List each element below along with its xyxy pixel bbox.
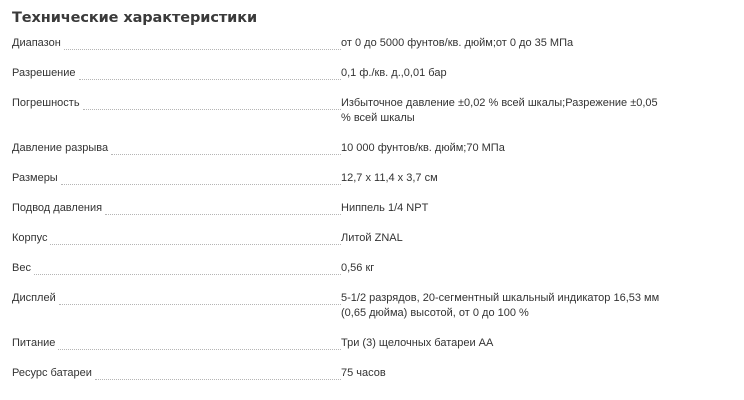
spec-label: Диапазон (12, 37, 61, 49)
dotted-leader (59, 303, 341, 305)
spec-value: Литой ZNAL (341, 232, 403, 244)
spec-row-resolution (12, 62, 732, 92)
specifications-section (12, 8, 732, 392)
dotted-leader (58, 348, 341, 350)
spec-value: 0,56 кг (341, 262, 375, 274)
spec-value: Три (3) щелочных батареи AA (341, 337, 494, 349)
specifications-list (12, 32, 732, 392)
dotted-leader (50, 243, 341, 245)
spec-label: Размеры (12, 172, 58, 184)
spec-label-cell (12, 366, 341, 381)
spec-value: 12,7 x 11,4 x 3,7 см (341, 172, 438, 184)
dotted-leader (111, 153, 341, 155)
spec-label: Подвод давления (12, 202, 103, 214)
spec-value: 5-1/2 разрядов, 20-сегментный шкальный индикатор 16,53 мм (0,65 дюйма) высотой, от 0 до 100 % (341, 292, 660, 319)
spec-value: Ниппель 1/4 NPT (341, 202, 429, 214)
dotted-leader (83, 108, 341, 110)
spec-label: Ресурс батареи (12, 367, 92, 379)
dotted-leader (34, 273, 341, 275)
spec-label: Погрешность (12, 97, 80, 109)
spec-label-cell (12, 66, 341, 81)
dotted-leader (64, 48, 341, 50)
spec-row-display (12, 287, 732, 332)
spec-value: 10 000 фунтов/кв. дюйм;70 МПа (341, 142, 505, 154)
spec-row-dimensions (12, 167, 732, 197)
spec-label-cell (12, 171, 341, 186)
spec-value: от 0 до 5000 фунтов/кв. дюйм;от 0 до 35 МПа (341, 37, 574, 49)
spec-label: Вес (12, 262, 31, 274)
spec-label-cell (12, 201, 341, 216)
spec-label: Корпус (12, 232, 48, 244)
dotted-leader (95, 378, 341, 380)
spec-label-cell (12, 141, 341, 156)
spec-label-cell (12, 261, 341, 276)
spec-row-burst-pressure (12, 137, 732, 167)
spec-row-power (12, 332, 732, 362)
specifications-title: Технические характеристики (12, 10, 258, 26)
spec-value: 0,1 ф./кв. д.,0,01 бар (341, 67, 447, 79)
spec-label-cell (12, 336, 341, 351)
spec-row-range (12, 32, 732, 62)
spec-label: Дисплей (12, 292, 56, 304)
spec-label-cell (12, 231, 341, 246)
dotted-leader (79, 78, 341, 80)
spec-value: 75 часов (341, 367, 386, 379)
spec-row-battery-life (12, 362, 732, 392)
spec-label: Питание (12, 337, 56, 349)
dotted-leader (61, 183, 341, 185)
spec-row-pressure-connection (12, 197, 732, 227)
spec-row-housing (12, 227, 732, 257)
spec-label-cell (12, 291, 341, 306)
spec-row-accuracy (12, 92, 732, 137)
spec-label: Давление разрыва (12, 142, 109, 154)
spec-label: Разрешение (12, 67, 76, 79)
spec-value: Избыточное давление ±0,02 % всей шкалы;Разрежение ±0,05 % всей шкалы (341, 97, 658, 124)
spec-label-cell (12, 36, 341, 51)
spec-row-weight (12, 257, 732, 287)
dotted-leader (105, 213, 341, 215)
spec-label-cell (12, 96, 341, 111)
